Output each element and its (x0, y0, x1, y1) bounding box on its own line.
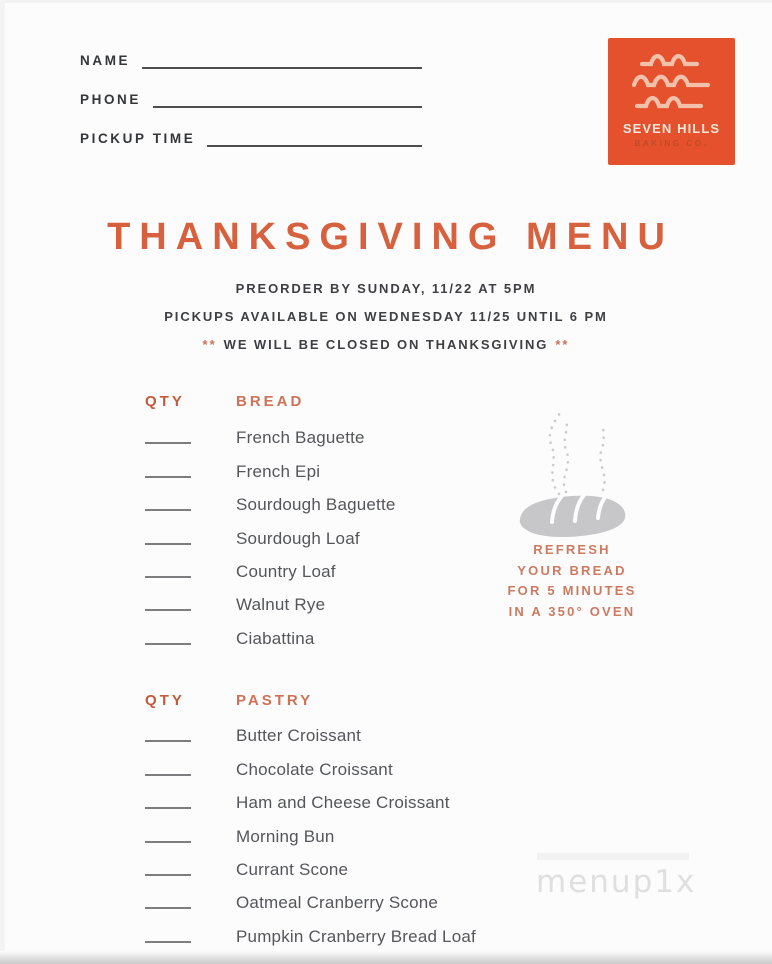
pastry-item-list (143, 718, 573, 952)
qty-input-line[interactable] (145, 543, 191, 545)
refresh-note-line: IN A 350° OVEN (508, 603, 636, 619)
item-label: Country Loaf (236, 561, 336, 581)
refresh-note-line: FOR 5 MINUTES (507, 583, 637, 598)
item-label: Sourdough Baguette (236, 495, 396, 515)
pastry-item-row (143, 918, 573, 951)
pastry-item-row (143, 818, 573, 851)
qty-input-line[interactable] (145, 476, 191, 478)
phone-field-row (80, 91, 422, 108)
qty-input-line[interactable] (145, 576, 191, 578)
item-label: French Epi (236, 461, 321, 481)
steaming-bread-icon (503, 402, 643, 542)
qty-input-line[interactable] (145, 874, 191, 876)
preorder-notice: PREORDER BY SUNDAY, 11/22 AT 5PM (235, 281, 537, 296)
page-edge-top (0, 0, 772, 3)
pickup-notice: PICKUPS AVAILABLE ON WEDNESDAY 11/25 UNTIL 6 PM (164, 309, 608, 324)
refresh-note-line: REFRESH (533, 542, 611, 557)
logo-brand-subname: BAKING CO. (634, 139, 709, 148)
qty-input-line[interactable] (145, 941, 191, 943)
logo-waves-icon (621, 51, 722, 117)
qty-column-header: QTY (145, 692, 185, 709)
page-edge-left (0, 0, 5, 964)
qty-column-header: QTY (145, 393, 185, 410)
closed-notice-text: WE WILL BE CLOSED ON THANKSGIVING (223, 337, 549, 352)
item-label: Oatmeal Cranberry Scone (236, 893, 439, 913)
item-label: Pumpkin Cranberry Bread Loaf (236, 926, 476, 946)
pastry-item-row (143, 751, 573, 784)
pastry-section-header (145, 692, 313, 709)
qty-input-line[interactable] (145, 643, 191, 645)
bread-section-header (145, 393, 304, 410)
pickup-time-field-row (80, 130, 422, 147)
bread-item-row (143, 620, 573, 653)
pastry-item-row (143, 718, 573, 751)
item-label: Chocolate Croissant (236, 759, 393, 779)
qty-input-line[interactable] (145, 509, 191, 511)
pastry-item-row (143, 785, 573, 818)
qty-input-line[interactable] (145, 442, 191, 444)
menupix-watermark: menup1x (536, 864, 697, 900)
item-label: Morning Bun (236, 826, 335, 846)
phone-label: PHONE (80, 92, 142, 107)
asterisks-right: ** (555, 337, 570, 352)
closed-notice (0, 337, 772, 352)
item-label: Ciabattina (236, 628, 315, 648)
asterisks-left: ** (202, 337, 217, 352)
item-label: French Baguette (236, 428, 365, 448)
qty-input-line[interactable] (145, 841, 191, 843)
item-label: Sourdough Loaf (236, 528, 360, 548)
menu-title: THANKSGIVING MENU (107, 216, 674, 258)
refresh-note (486, 540, 658, 622)
pastry-item-row (143, 852, 573, 885)
seven-hills-logo (608, 38, 735, 165)
item-label: Currant Scone (236, 859, 349, 879)
phone-input-line[interactable] (153, 93, 422, 108)
pastry-item-row (143, 885, 573, 918)
refresh-note-line: YOUR BREAD (517, 562, 627, 578)
qty-input-line[interactable] (145, 609, 191, 611)
name-label: NAME (80, 53, 131, 68)
watermark-smudge (537, 853, 689, 860)
qty-input-line[interactable] (145, 907, 191, 909)
qty-input-line[interactable] (145, 774, 191, 776)
pastry-category-header: PASTRY (236, 692, 314, 709)
qty-input-line[interactable] (145, 807, 191, 809)
item-label: Walnut Rye (236, 595, 326, 615)
bread-category-header: BREAD (236, 393, 305, 410)
page-edge-bottom (0, 951, 772, 964)
name-input-line[interactable] (142, 54, 422, 69)
logo-brand-name: SEVEN HILLS (622, 121, 721, 136)
pickup-time-label: PICKUP TIME (80, 131, 196, 146)
pickup-time-input-line[interactable] (207, 132, 422, 147)
qty-input-line[interactable] (145, 740, 191, 742)
item-label: Butter Croissant (236, 726, 362, 746)
item-label: Ham and Cheese Croissant (236, 793, 450, 813)
name-field-row (80, 52, 422, 69)
